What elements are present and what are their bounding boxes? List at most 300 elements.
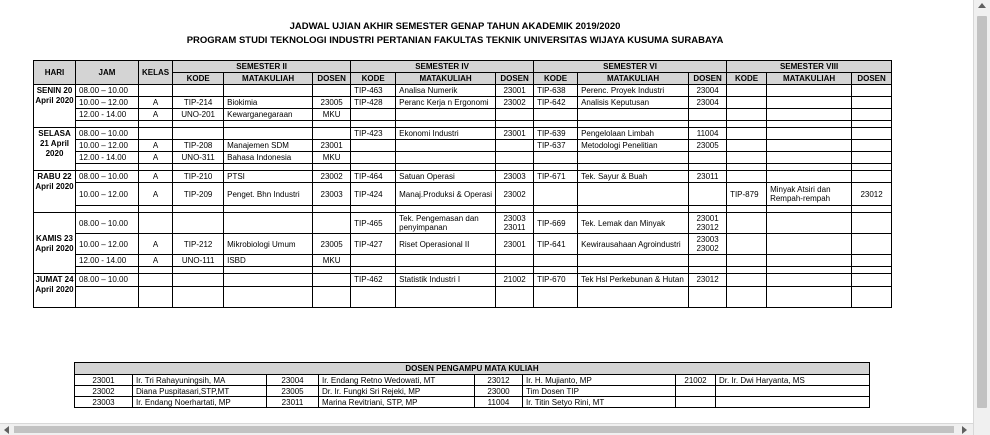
schedule-cell: 23004	[689, 85, 727, 97]
scroll-left-icon[interactable]	[4, 426, 9, 434]
empty-cell	[173, 286, 224, 307]
empty-cell	[496, 206, 534, 213]
lecturer-name: Ir. Endang Noerhartati, MP	[133, 397, 267, 408]
empty-cell	[139, 121, 173, 128]
day-rabu: RABU 22 April 2020	[34, 171, 76, 213]
schedule-cell: TIP-638	[534, 85, 578, 97]
table-row	[34, 183, 892, 206]
lecturer-code: 23001	[75, 375, 133, 386]
spacer-row	[34, 164, 892, 171]
spacer-row	[34, 267, 892, 274]
schedule-cell	[351, 140, 396, 152]
schedule-cell	[578, 183, 689, 206]
schedule-cell	[767, 128, 852, 140]
schedule-cell	[351, 152, 396, 164]
schedule-cell: Tek. Pengemasan dan penyimpanan	[396, 213, 496, 234]
schedule-cell: Satuan Operasi	[396, 171, 496, 183]
empty-cell	[496, 121, 534, 128]
empty-cell	[224, 267, 313, 274]
schedule-cell	[727, 140, 767, 152]
schedule-cell: TIP-465	[351, 213, 396, 234]
document-subtitle: PROGRAM STUDI TEKNOLOGI INDUSTRI PERTANIAN FAKULTAS TEKNIK UNIVERSITAS WIJAYA KUSUMA SURABAYA	[186, 35, 724, 46]
schedule-cell	[396, 140, 496, 152]
schedule-cell: UNO-311	[173, 152, 224, 164]
schedule-cell: TIP-642	[534, 97, 578, 109]
schedule-cell	[534, 183, 578, 206]
schedule-cell: TIP-210	[173, 171, 224, 183]
schedule-cell: TIP-423	[351, 128, 396, 140]
schedule-cell: MKU	[313, 255, 351, 267]
lecturer-code: 11004	[475, 397, 523, 408]
empty-cell	[578, 267, 689, 274]
empty-cell	[689, 164, 727, 171]
schedule-cell: A	[139, 152, 173, 164]
schedule-cell: Tek Hsl Perkebunan & Hutan	[578, 274, 689, 287]
header-row-semesters	[34, 61, 892, 73]
day-senin: SENIN 20 April 2020	[34, 85, 76, 128]
schedule-cell	[852, 234, 892, 255]
schedule-cell: A	[139, 171, 173, 183]
schedule-cell	[534, 109, 578, 121]
schedule-cell: Analisis Keputusan	[578, 97, 689, 109]
empty-cell	[496, 164, 534, 171]
empty-cell	[173, 164, 224, 171]
empty-cell	[396, 206, 496, 213]
empty-cell	[173, 121, 224, 128]
lecturer-name: Tim Dosen TIP	[523, 386, 676, 397]
lecturer-code: 23000	[475, 386, 523, 397]
schedule-cell: Riset Operasional II	[396, 234, 496, 255]
schedule-cell	[767, 97, 852, 109]
empty-cell	[76, 286, 139, 307]
schedule-cell	[139, 85, 173, 97]
schedule-cell	[496, 109, 534, 121]
schedule-cell	[852, 213, 892, 234]
empty-cell	[139, 164, 173, 171]
schedule-cell: 10.00 – 12.00	[76, 234, 139, 255]
schedule-cell	[173, 85, 224, 97]
header-kode: KODE	[727, 73, 767, 85]
schedule-cell: Tek. Lemak dan Minyak	[578, 213, 689, 234]
schedule-cell: Kewirausahaan Agroindustri	[578, 234, 689, 255]
schedule-cell	[689, 109, 727, 121]
empty-cell	[534, 206, 578, 213]
lecturer-code: 23012	[475, 375, 523, 386]
schedule-cell: 08.00 – 10.00	[76, 128, 139, 140]
schedule-cell: 10.00 – 12.00	[76, 97, 139, 109]
header-matakuliah: MATAKULIAH	[578, 73, 689, 85]
schedule-cell	[852, 97, 892, 109]
schedule-cell: TIP-208	[173, 140, 224, 152]
empty-cell	[396, 267, 496, 274]
header-matakuliah: MATAKULIAH	[767, 73, 852, 85]
empty-cell	[689, 267, 727, 274]
schedule-cell: TIP-669	[534, 213, 578, 234]
header-matakuliah: MATAKULIAH	[224, 73, 313, 85]
schedule-cell	[351, 255, 396, 267]
empty-cell	[139, 206, 173, 213]
document-title: JADWAL UJIAN AKHIR SEMESTER GENAP TAHUN AKADEMIK 2019/2020	[289, 21, 621, 32]
schedule-cell	[852, 274, 892, 287]
schedule-cell: Kewarganegaraan	[224, 109, 313, 121]
schedule-cell	[727, 213, 767, 234]
day-kamis: KAMIS 23 April 2020	[34, 213, 76, 274]
schedule-cell	[852, 85, 892, 97]
lecturer-name: Ir. Endang Retno Wedowati, MT	[319, 375, 475, 386]
schedule-cell	[313, 128, 351, 140]
schedule-cell	[767, 171, 852, 183]
schedule-cell: 08.00 – 10.00	[76, 85, 139, 97]
schedule-cell	[727, 152, 767, 164]
header-dosen: DOSEN	[689, 73, 727, 85]
lecturer-code: 21002	[676, 375, 716, 386]
empty-cell	[727, 286, 767, 307]
schedule-cell: 23001	[496, 85, 534, 97]
schedule-cell	[727, 255, 767, 267]
schedule-cell: 23001	[496, 128, 534, 140]
schedule-cell: Peranc Kerja n Ergonomi	[396, 97, 496, 109]
empty-cell	[224, 121, 313, 128]
schedule-cell	[173, 128, 224, 140]
table-row	[75, 375, 870, 386]
schedule-cell: 23001	[313, 140, 351, 152]
exam-schedule-table	[33, 60, 892, 308]
schedule-cell	[173, 274, 224, 287]
schedule-cell	[727, 274, 767, 287]
header-hari: HARI	[34, 61, 76, 85]
empty-cell	[76, 267, 139, 274]
schedule-cell: Minyak Atsiri dan Rempah-rempah	[767, 183, 852, 206]
empty-cell	[727, 206, 767, 213]
schedule-cell	[689, 152, 727, 164]
schedule-cell: 23003	[313, 183, 351, 206]
schedule-cell: TIP-209	[173, 183, 224, 206]
empty-cell	[689, 121, 727, 128]
schedule-cell: TIP-427	[351, 234, 396, 255]
empty-cell	[852, 286, 892, 307]
schedule-cell: ISBD	[224, 255, 313, 267]
horizontal-scrollbar[interactable]	[0, 423, 973, 435]
empty-cell	[767, 286, 852, 307]
lecturer-code: 23003	[75, 397, 133, 408]
schedule-cell: 23011	[689, 171, 727, 183]
lecturer-code	[676, 386, 716, 397]
schedule-cell: Analisa Numerik	[396, 85, 496, 97]
schedule-cell: MKU	[313, 109, 351, 121]
spacer-row	[34, 206, 892, 213]
schedule-cell: 23003 23002	[689, 234, 727, 255]
empty-cell	[852, 267, 892, 274]
schedule-cell: A	[139, 255, 173, 267]
schedule-cell	[224, 274, 313, 287]
schedule-cell	[396, 152, 496, 164]
empty-cell	[767, 121, 852, 128]
schedule-cell	[496, 152, 534, 164]
schedule-cell	[224, 128, 313, 140]
lecturer-name: Ir. H. Mujianto, MP	[523, 375, 676, 386]
lecturer-name: Ir. Titin Setyo Rini, MT	[523, 397, 676, 408]
schedule-cell: 23012	[689, 274, 727, 287]
empty-cell	[727, 267, 767, 274]
schedule-cell	[852, 171, 892, 183]
empty-cell	[534, 286, 578, 307]
empty-cell	[351, 206, 396, 213]
empty-cell	[351, 121, 396, 128]
lecturer-code: 23005	[267, 386, 319, 397]
empty-cell	[313, 164, 351, 171]
horizontal-scroll-thumb[interactable]	[14, 426, 954, 433]
empty-cell	[689, 286, 727, 307]
empty-cell	[689, 206, 727, 213]
schedule-cell	[767, 109, 852, 121]
schedule-cell	[727, 97, 767, 109]
table-row	[75, 386, 870, 397]
schedule-cell: 23002	[496, 97, 534, 109]
schedule-cell: 23001 23012	[689, 213, 727, 234]
schedule-cell	[767, 85, 852, 97]
scroll-up-icon[interactable]	[978, 3, 986, 8]
schedule-cell	[689, 255, 727, 267]
empty-cell	[534, 121, 578, 128]
schedule-cell: TIP-464	[351, 171, 396, 183]
empty-cell	[578, 121, 689, 128]
schedule-cell	[351, 109, 396, 121]
empty-cell	[76, 206, 139, 213]
schedule-cell: A	[139, 97, 173, 109]
empty-cell	[578, 206, 689, 213]
schedule-cell	[767, 140, 852, 152]
lecturer-table	[74, 362, 870, 408]
schedule-cell	[852, 152, 892, 164]
empty-cell	[578, 286, 689, 307]
table-row	[34, 128, 892, 140]
lecturer-name: Diana Puspitasari,STP,MT	[133, 386, 267, 397]
schedule-cell: A	[139, 234, 173, 255]
empty-cell	[578, 164, 689, 171]
schedule-cell	[578, 152, 689, 164]
schedule-cell	[727, 171, 767, 183]
schedule-cell: Statistik Industri I	[396, 274, 496, 287]
empty-cell	[139, 267, 173, 274]
empty-cell	[76, 164, 139, 171]
table-row	[34, 152, 892, 164]
schedule-cell	[852, 109, 892, 121]
schedule-cell: 10.00 – 12.00	[76, 183, 139, 206]
schedule-cell	[852, 128, 892, 140]
empty-cell	[496, 286, 534, 307]
empty-cell	[534, 267, 578, 274]
empty-cell	[767, 206, 852, 213]
schedule-cell: 23005	[313, 234, 351, 255]
schedule-cell: Tek. Sayur & Buah	[578, 171, 689, 183]
table-row	[34, 97, 892, 109]
scroll-right-icon[interactable]	[962, 426, 967, 434]
table-row	[34, 255, 892, 267]
spacer-row	[34, 121, 892, 128]
empty-cell	[76, 121, 139, 128]
empty-cell	[767, 164, 852, 171]
table-row	[34, 171, 892, 183]
empty-cell	[396, 286, 496, 307]
schedule-cell: 23002	[313, 171, 351, 183]
lecturer-name: Dr. Ir. Fungki Sri Rejeki, MP	[319, 386, 475, 397]
schedule-cell: 08.00 – 10.00	[76, 213, 139, 234]
schedule-cell	[578, 109, 689, 121]
schedule-cell	[852, 140, 892, 152]
lecturer-name: Dr. Ir. Dwi Haryanta, MS	[716, 375, 870, 386]
header-semester-ii: SEMESTER II	[173, 61, 351, 73]
schedule-cell	[313, 85, 351, 97]
schedule-cell: TIP-879	[727, 183, 767, 206]
empty-cell	[313, 206, 351, 213]
schedule-cell: 12.00 - 14.00	[76, 255, 139, 267]
lecturer-table-header	[75, 363, 870, 375]
schedule-cell	[767, 255, 852, 267]
schedule-cell: Metodologi Penelitian	[578, 140, 689, 152]
schedule-cell: A	[139, 183, 173, 206]
schedule-cell: TIP-641	[534, 234, 578, 255]
schedule-cell	[396, 255, 496, 267]
schedule-cell	[139, 274, 173, 287]
schedule-cell: 23005	[689, 140, 727, 152]
header-kode: KODE	[534, 73, 578, 85]
header-semester-iv: SEMESTER IV	[351, 61, 534, 73]
lecturer-code: 23004	[267, 375, 319, 386]
schedule-cell: TIP-639	[534, 128, 578, 140]
schedule-cell: UNO-201	[173, 109, 224, 121]
schedule-cell: 12.00 - 14.00	[76, 109, 139, 121]
schedule-cell	[852, 255, 892, 267]
empty-cell	[313, 121, 351, 128]
schedule-cell	[767, 213, 852, 234]
schedule-cell: 23002	[496, 183, 534, 206]
table-row	[34, 234, 892, 255]
schedule-cell	[727, 85, 767, 97]
table-row	[34, 274, 892, 287]
header-dosen: DOSEN	[852, 73, 892, 85]
empty-cell	[727, 164, 767, 171]
empty-cell	[224, 206, 313, 213]
schedule-cell	[224, 213, 313, 234]
lecturer-name: Marina Revitriani, STP, MP	[319, 397, 475, 408]
schedule-cell	[727, 234, 767, 255]
schedule-cell: 23005	[313, 97, 351, 109]
empty-cell	[351, 286, 396, 307]
empty-cell	[852, 121, 892, 128]
header-dosen: DOSEN	[313, 73, 351, 85]
schedule-cell: MKU	[313, 152, 351, 164]
schedule-cell: 10.00 – 12.00	[76, 140, 139, 152]
header-dosen: DOSEN	[496, 73, 534, 85]
schedule-cell: 12.00 - 14.00	[76, 152, 139, 164]
schedule-cell: UNO-111	[173, 255, 224, 267]
schedule-cell	[139, 213, 173, 234]
schedule-cell: 08.00 – 10.00	[76, 171, 139, 183]
lecturer-name: Ir. Tri Rahayuningsih, MA	[133, 375, 267, 386]
schedule-cell	[727, 109, 767, 121]
empty-cell	[351, 164, 396, 171]
empty-cell	[139, 286, 173, 307]
vertical-scroll-thumb[interactable]	[977, 16, 987, 408]
header-matakuliah: MATAKULIAH	[396, 73, 496, 85]
schedule-cell: Biokimia	[224, 97, 313, 109]
empty-cell	[727, 121, 767, 128]
schedule-cell: A	[139, 109, 173, 121]
schedule-cell	[313, 213, 351, 234]
schedule-cell: 23004	[689, 97, 727, 109]
schedule-cell: 23001	[496, 234, 534, 255]
empty-cell	[767, 267, 852, 274]
schedule-cell: TIP-671	[534, 171, 578, 183]
schedule-cell: Mikrobiologi Umum	[224, 234, 313, 255]
schedule-cell	[578, 255, 689, 267]
schedule-cell	[727, 128, 767, 140]
header-semester-vi: SEMESTER VI	[534, 61, 727, 73]
empty-cell	[173, 267, 224, 274]
schedule-cell: 23003	[496, 171, 534, 183]
schedule-cell: TIP-637	[534, 140, 578, 152]
schedule-cell	[173, 213, 224, 234]
schedule-cell	[396, 109, 496, 121]
schedule-cell: Manajemen SDM	[224, 140, 313, 152]
schedule-cell: Ekonomi Industri	[396, 128, 496, 140]
schedule-cell: Perenc. Proyek Industri	[578, 85, 689, 97]
schedule-cell	[689, 183, 727, 206]
empty-cell	[313, 286, 351, 307]
schedule-cell	[224, 85, 313, 97]
header-jam: JAM	[76, 61, 139, 85]
schedule-cell	[534, 152, 578, 164]
empty-cell	[351, 267, 396, 274]
schedule-cell: A	[139, 140, 173, 152]
schedule-cell: TIP-462	[351, 274, 396, 287]
schedule-cell: 23003 23011	[496, 213, 534, 234]
table-row	[34, 213, 892, 234]
empty-cell	[173, 206, 224, 213]
schedule-cell: 23012	[852, 183, 892, 206]
schedule-cell: Pengelolaan Limbah	[578, 128, 689, 140]
schedule-cell	[139, 128, 173, 140]
schedule-cell: 08.00 – 10.00	[76, 274, 139, 287]
empty-cell	[852, 164, 892, 171]
table-row	[75, 397, 870, 408]
empty-cell	[396, 164, 496, 171]
table-row	[34, 109, 892, 121]
lecturer-code: 23011	[267, 397, 319, 408]
schedule-cell	[496, 255, 534, 267]
schedule-cell: PTSI	[224, 171, 313, 183]
empty-cell	[396, 121, 496, 128]
table-row	[34, 140, 892, 152]
lecturer-name	[716, 397, 870, 408]
schedule-cell	[313, 274, 351, 287]
lecturer-code: 23002	[75, 386, 133, 397]
schedule-cell: TIP-428	[351, 97, 396, 109]
schedule-cell	[496, 140, 534, 152]
schedule-cell	[767, 152, 852, 164]
schedule-cell	[767, 274, 852, 287]
schedule-cell: Bahasa Indonesia	[224, 152, 313, 164]
vertical-scrollbar[interactable]	[973, 0, 990, 435]
lecturer-name	[716, 386, 870, 397]
table-row	[34, 85, 892, 97]
day-selasa: SELASA 21 April 2020	[34, 128, 76, 171]
schedule-cell: Manaj.Produksi & Operasi	[396, 183, 496, 206]
header-semester-viii: SEMESTER VIII	[727, 61, 892, 73]
empty-cell	[852, 206, 892, 213]
schedule-cell: 21002	[496, 274, 534, 287]
schedule-cell	[534, 255, 578, 267]
